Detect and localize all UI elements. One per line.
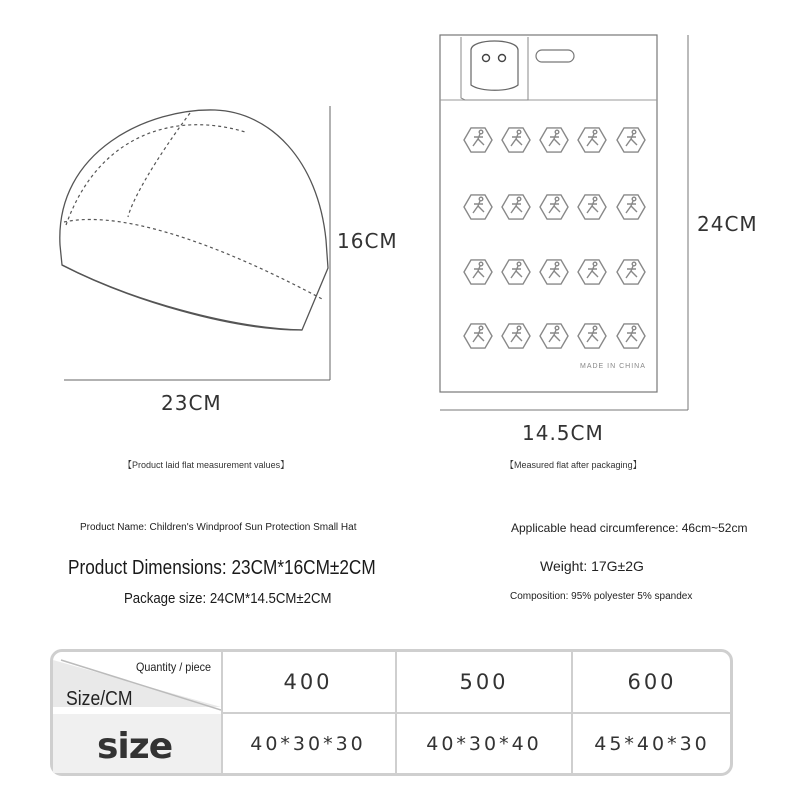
sport-figure-icon	[587, 134, 598, 146]
sport-figure-head-icon	[479, 262, 483, 266]
package-illustration-panel	[438, 30, 698, 415]
table-cell-quantity: 500	[459, 670, 509, 694]
sport-figure-icon	[587, 201, 598, 213]
sport-figure-icon	[549, 201, 560, 213]
sport-figure-head-icon	[479, 197, 483, 201]
product-name: Product Name: Children's Windproof Sun Protection Small Hat	[80, 522, 357, 533]
table-cell-size: 45*40*30	[594, 733, 710, 755]
table-cell-quantity: 400	[283, 670, 333, 694]
sport-figure-icon	[473, 201, 484, 213]
table-cell-size: 40*30*30	[250, 733, 366, 755]
package-caption: 【Measured flat after packaging】	[505, 460, 642, 470]
sport-figure-head-icon	[479, 130, 483, 134]
sport-figure-head-icon	[593, 262, 597, 266]
sport-figure-head-icon	[555, 197, 559, 201]
table-cell-size: 40*30*40	[426, 733, 542, 755]
sport-figure-head-icon	[632, 130, 636, 134]
package-made-in-label: MADE IN CHINA	[580, 363, 646, 370]
composition: Composition: 95% polyester 5% spandex	[510, 591, 693, 602]
sport-figure-head-icon	[517, 130, 521, 134]
package-drawing	[438, 30, 698, 415]
sport-figure-head-icon	[517, 197, 521, 201]
sport-figure-icon	[626, 201, 637, 213]
package-height-label: 24CM	[697, 212, 758, 236]
sport-figure-head-icon	[593, 130, 597, 134]
sport-figure-icon	[473, 330, 484, 342]
hat-caption: 【Product laid flat measurement values】	[123, 460, 290, 470]
table-header-quantity: Quantity / piece	[136, 660, 212, 674]
head-circumference: Applicable head circumference: 46cm~52cm	[511, 521, 748, 535]
hat-illustration-panel	[40, 90, 360, 390]
table-header-size: Size/CM	[66, 688, 133, 710]
sport-figure-icon	[587, 266, 598, 278]
sport-figure-icon	[587, 330, 598, 342]
sport-figure-icon	[511, 266, 522, 278]
sport-figure-head-icon	[632, 326, 636, 330]
product-dimensions: Product Dimensions: 23CM*16CM±2CM	[68, 557, 376, 579]
sport-figure-icon	[626, 134, 637, 146]
hat-height-label: 16CM	[337, 229, 398, 253]
sport-figure-icon	[511, 201, 522, 213]
table-row-label: size	[97, 726, 173, 767]
sport-figure-head-icon	[555, 326, 559, 330]
hat-width-label: 23CM	[161, 391, 222, 415]
sport-figure-head-icon	[632, 197, 636, 201]
sport-figure-head-icon	[593, 326, 597, 330]
sport-figure-head-icon	[517, 262, 521, 266]
weight: Weight: 17G±2G	[540, 558, 644, 574]
specification-table	[50, 649, 733, 776]
sport-figure-head-icon	[632, 262, 636, 266]
hat-drawing	[40, 90, 360, 390]
sport-figure-head-icon	[593, 197, 597, 201]
sport-figure-icon	[511, 330, 522, 342]
sport-figure-icon	[549, 134, 560, 146]
package-size: Package size: 24CM*14.5CM±2CM	[124, 590, 332, 607]
sport-figure-icon	[549, 330, 560, 342]
sport-figure-icon	[511, 134, 522, 146]
sport-figure-icon	[473, 134, 484, 146]
sport-figure-icon	[626, 266, 637, 278]
sport-figure-head-icon	[517, 326, 521, 330]
table-divider	[221, 712, 733, 714]
sport-figure-head-icon	[555, 262, 559, 266]
table-cell-quantity: 600	[627, 670, 677, 694]
sport-figure-icon	[549, 266, 560, 278]
sport-figure-icon	[626, 330, 637, 342]
sport-figure-icon	[473, 266, 484, 278]
package-width-label: 14.5CM	[522, 421, 604, 445]
sport-figure-head-icon	[555, 130, 559, 134]
sport-figure-head-icon	[479, 326, 483, 330]
